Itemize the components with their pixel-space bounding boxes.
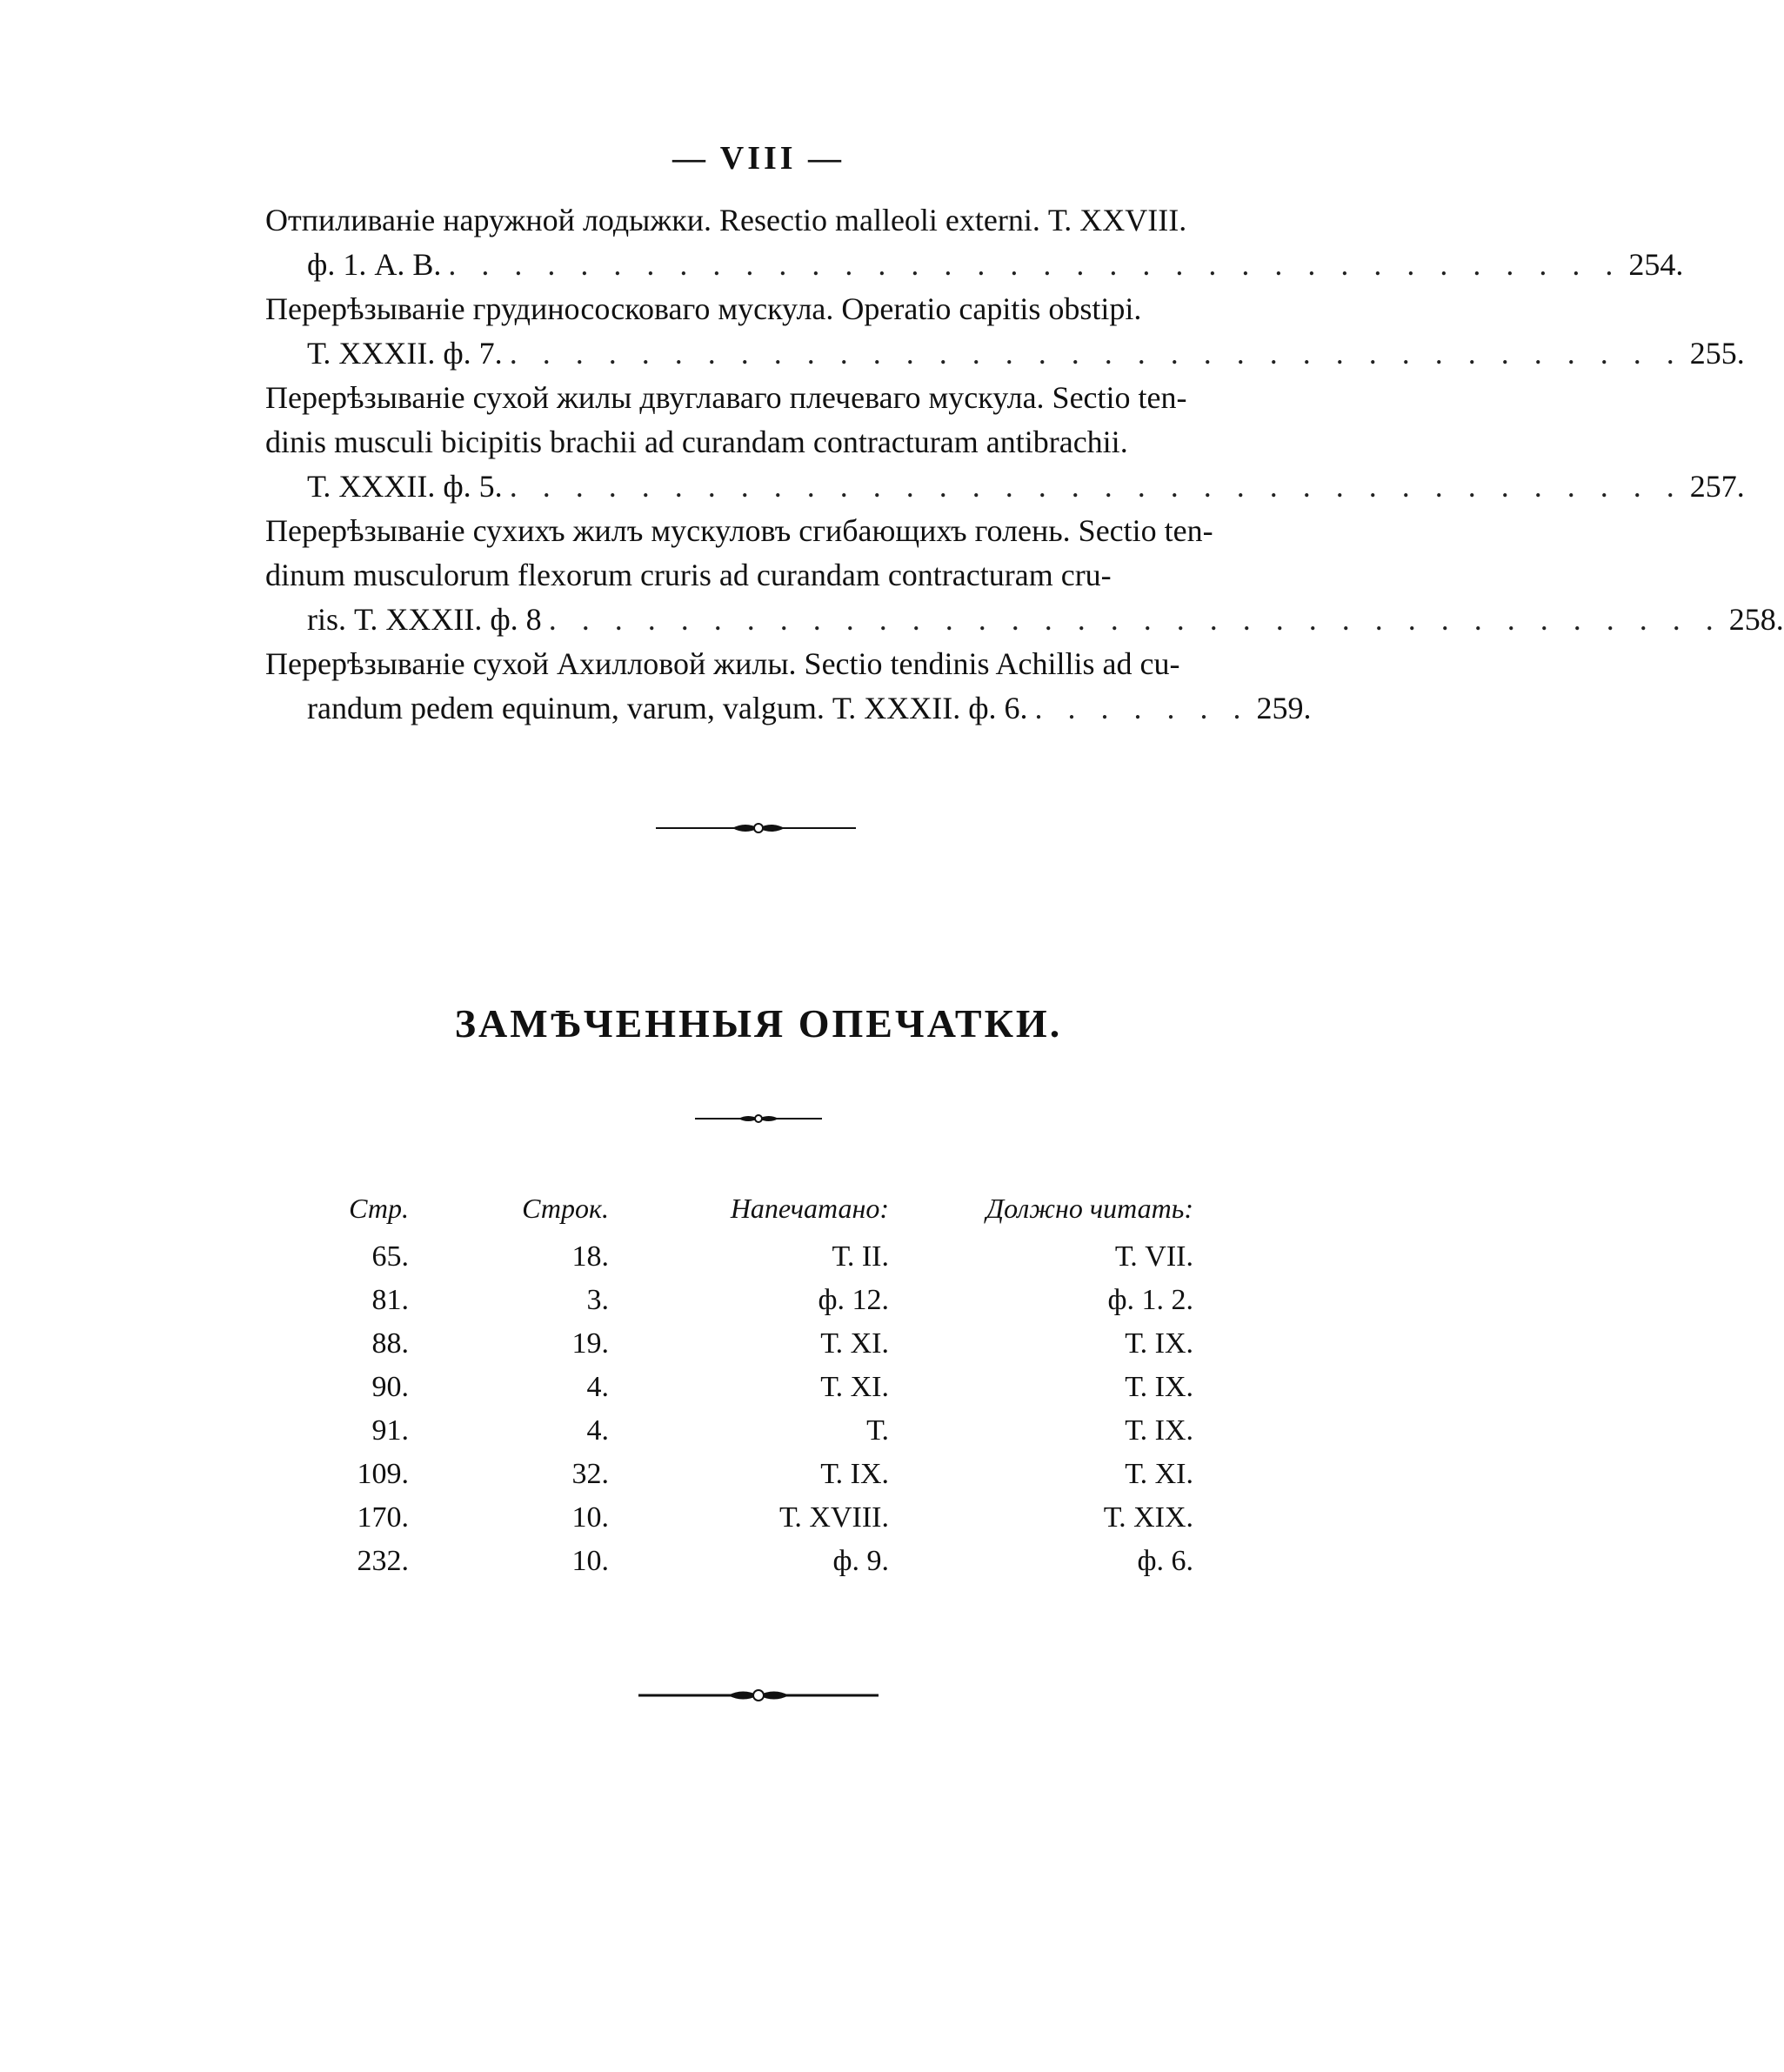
cell-page: 91.: [371, 1414, 409, 1447]
leader-dots: . . . . . . . . . . . . . . . . . . . . . . . . . . . . . . . . . . . .: [448, 247, 1622, 282]
errata-title: ЗАМѢЧЕННЫЯ ОПЕЧАТКИ.: [454, 1001, 1063, 1046]
cell-correct: Т. XI.: [1125, 1458, 1193, 1490]
toc-entry-ref: Т. XXXII. ф. 7.: [307, 336, 503, 371]
toc-entry-title: Перерѣзываніе сухой Ахилловой жилы. Sectio tendinis Achillis ad cu-: [265, 646, 1180, 681]
cell-line: 32.: [571, 1458, 609, 1490]
cell-printed: Т. XI.: [820, 1327, 889, 1360]
toc-entry-title: Перерѣзываніе сухой жилы двуглаваго плечеваго мускула. Sectio ten-: [265, 380, 1187, 415]
toc-entry-page: 255.: [1689, 336, 1745, 371]
cell-page: 109.: [357, 1458, 409, 1490]
divider-ornament: [0, 1112, 1517, 1126]
table-row: [313, 1496, 1218, 1540]
toc-entry-ref: randum pedem equinum, varum, valgum. Т. XXXII. ф. 6.: [307, 691, 1028, 725]
toc-entry: [265, 287, 1745, 376]
table-row: [313, 1279, 1218, 1322]
leader-dots: . . . . . . .: [1034, 691, 1250, 725]
table-row: [313, 1540, 1218, 1583]
cell-page: 90.: [371, 1371, 409, 1403]
toc-entry-page: 258.: [1728, 602, 1784, 637]
col-header-printed: Напечатано:: [730, 1192, 889, 1224]
table-of-contents: [265, 198, 1784, 731]
cell-printed: Т. XI.: [820, 1371, 889, 1403]
cell-correct: Т. IX.: [1125, 1371, 1193, 1403]
toc-entry-page: 254.: [1628, 247, 1684, 282]
cell-correct: Т. IX.: [1125, 1414, 1193, 1447]
toc-entry-title-cont: dinum musculorum flexorum cruris ad curandam contracturam cru-: [265, 558, 1112, 592]
toc-entry-title-cont: dinis musculi bicipitis brachii ad curandam contracturam antibrachii.: [265, 424, 1128, 459]
cell-correct: Т. VII.: [1114, 1240, 1193, 1273]
leader-dots: . . . . . . . . . . . . . . . . . . . . . . . . . . . . . . . . . . . .: [509, 336, 1683, 371]
table-row: [313, 1366, 1218, 1409]
divider-ornament: [0, 1686, 1517, 1705]
cell-line: 4.: [586, 1371, 609, 1403]
leader-dots: . . . . . . . . . . . . . . . . . . . . . . . . . . . . . . . . . . . .: [548, 602, 1722, 637]
toc-entry: [265, 376, 1745, 509]
cell-page: 65.: [371, 1240, 409, 1273]
errata-table: [313, 1181, 1218, 1583]
table-row: [313, 1235, 1218, 1279]
cell-line: 18.: [571, 1240, 609, 1273]
table-row: [313, 1322, 1218, 1366]
toc-entry: [265, 642, 1312, 731]
cell-correct: ф. 1. 2.: [1107, 1284, 1193, 1316]
table-row: [313, 1409, 1218, 1453]
cell-printed: ф. 12.: [818, 1284, 889, 1316]
cell-printed: Т. XVIII.: [779, 1501, 889, 1534]
divider-ornament: [0, 819, 1517, 837]
toc-entry-ref: ris. Т. XXXII. ф. 8: [307, 602, 542, 637]
cell-line: 10.: [571, 1501, 609, 1534]
cell-printed: Т. II.: [832, 1240, 889, 1273]
toc-entry: [265, 198, 1684, 287]
cell-correct: Т. IX.: [1125, 1327, 1193, 1360]
cell-line: 4.: [586, 1414, 609, 1447]
col-header-page: Стр.: [349, 1192, 409, 1224]
page-header: — VIII —: [672, 140, 845, 177]
errata-header-row: [313, 1181, 1218, 1235]
cell-page: 88.: [371, 1327, 409, 1360]
cell-page: 170.: [357, 1501, 409, 1534]
table-row: [313, 1453, 1218, 1496]
toc-entry-ref: ф. 1. А. В.: [307, 247, 442, 282]
toc-entry-ref: Т. XXXII. ф. 5.: [307, 469, 503, 504]
cell-correct: Т. XIX.: [1103, 1501, 1193, 1534]
ornament-icon: [637, 1686, 880, 1705]
cell-line: 3.: [586, 1284, 609, 1316]
toc-entry: [265, 509, 1784, 642]
ornament-icon: [654, 819, 863, 837]
cell-line: 19.: [571, 1327, 609, 1360]
cell-page: 81.: [371, 1284, 409, 1316]
col-header-correct: Должно читать:: [986, 1192, 1193, 1224]
toc-entry-title: Перерѣзываніе грудинососковаго мускула. Operatio capitis obstipi.: [265, 291, 1142, 326]
cell-correct: ф. 6.: [1137, 1545, 1193, 1577]
cell-printed: ф. 9.: [832, 1545, 889, 1577]
toc-entry-title: Отпиливаніе наружной лодыжки. Resectio malleoli externi. Т. XXVIII.: [265, 203, 1187, 237]
col-header-line: Строк.: [522, 1192, 609, 1224]
cell-printed: Т. IX.: [820, 1458, 889, 1490]
toc-entry-title: Перерѣзываніе сухихъ жилъ мускуловъ сгибающихъ голень. Sectio ten-: [265, 513, 1213, 548]
leader-dots: . . . . . . . . . . . . . . . . . . . . . . . . . . . . . . . . . . . .: [509, 469, 1683, 504]
ornament-icon: [693, 1112, 824, 1126]
cell-page: 232.: [357, 1545, 409, 1577]
toc-entry-page: 259.: [1256, 691, 1312, 725]
cell-printed: Т.: [866, 1414, 889, 1447]
toc-entry-page: 257.: [1689, 469, 1745, 504]
cell-line: 10.: [571, 1545, 609, 1577]
